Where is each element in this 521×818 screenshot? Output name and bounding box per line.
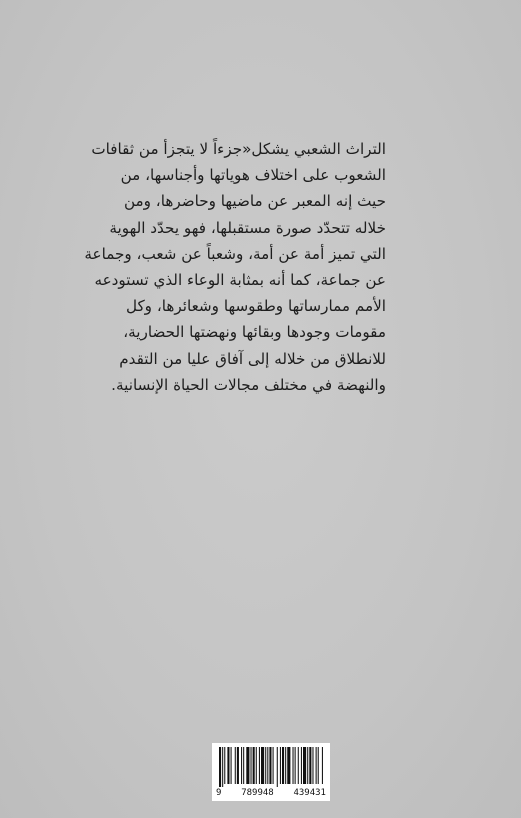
barcode-bar: [303, 747, 306, 784]
barcode-bar: [293, 747, 294, 784]
isbn-number: [212, 788, 330, 800]
barcode-bars: [219, 747, 323, 787]
barcode-bar: [318, 747, 319, 784]
barcode-bar: [309, 747, 311, 784]
barcode-bar: [273, 747, 274, 784]
barcode-bar: [219, 747, 221, 787]
back-cover-blurb: [84, 136, 386, 398]
isbn-prefix: 9: [216, 788, 222, 798]
barcode-bar: [253, 747, 255, 784]
blurb-line: خلاله تتحدّد صورة مستقبلها، فهو يحدّد الهوية: [109, 218, 386, 237]
isbn-group-1: 789948: [241, 788, 274, 798]
barcode-bar: [322, 747, 323, 784]
barcode-bar: [287, 747, 290, 784]
barcode-bar: [316, 747, 317, 784]
barcode-bar: [267, 747, 268, 784]
barcode-bar: [251, 747, 252, 784]
barcode-bar: [312, 747, 313, 784]
barcode-bar: [224, 747, 225, 784]
blurb-line: التراث الشعبي يشكل«جزءاً لا يتجزأ من ثقافات: [91, 140, 386, 158]
blurb-line: عن جماعة، كما أنه بمثابة الوعاء الذي تستودعه: [94, 271, 386, 290]
blurb-line: الشعوب على اختلاف هوياتها وأجناسها، من: [120, 166, 386, 185]
barcode-bar: [295, 747, 296, 784]
barcode-bar: [301, 747, 302, 784]
barcode-bar: [277, 747, 278, 787]
barcode-bar: [222, 747, 223, 787]
barcode-bar: [307, 747, 308, 784]
barcode-bar: [237, 747, 239, 784]
blurb-line: التي تميز أمة عن أمة، وشعباً عن شعب، وجماعة: [84, 244, 386, 263]
barcode-bar: [241, 747, 242, 784]
blurb-line: حيث إنه المعبر عن ماضيها وحاضرها، ومن: [123, 192, 386, 211]
barcode-bar: [269, 747, 271, 784]
blurb-line: والنهضة في مختلف مجالات الحياة الإنسانية.: [111, 375, 386, 394]
blurb-line: مقومات وجودها وبقائها ونهضتها الحضارية،: [123, 323, 386, 342]
barcode-bar: [285, 747, 286, 784]
isbn-group-2: 439431: [293, 788, 326, 798]
barcode-bar: [259, 747, 260, 784]
barcode-bar: [298, 747, 299, 784]
barcode-bar: [243, 747, 244, 784]
barcode-bar: [265, 747, 266, 784]
barcode-bar: [280, 747, 281, 784]
barcode-bar: [261, 747, 264, 784]
isbn-barcode: [212, 743, 330, 801]
barcode-bar: [282, 747, 284, 784]
barcode-bar: [246, 747, 249, 784]
blurb-line: للانطلاق من خلاله إلى آفاق عليا من التقدم: [119, 349, 386, 368]
barcode-bar: [227, 747, 229, 784]
barcode-bar: [256, 747, 257, 784]
blurb-line: الأمم ممارساتها وطقوسها وشعائرها، وكل: [125, 297, 386, 316]
barcode-bar: [235, 747, 236, 784]
barcode-bar: [231, 747, 232, 784]
